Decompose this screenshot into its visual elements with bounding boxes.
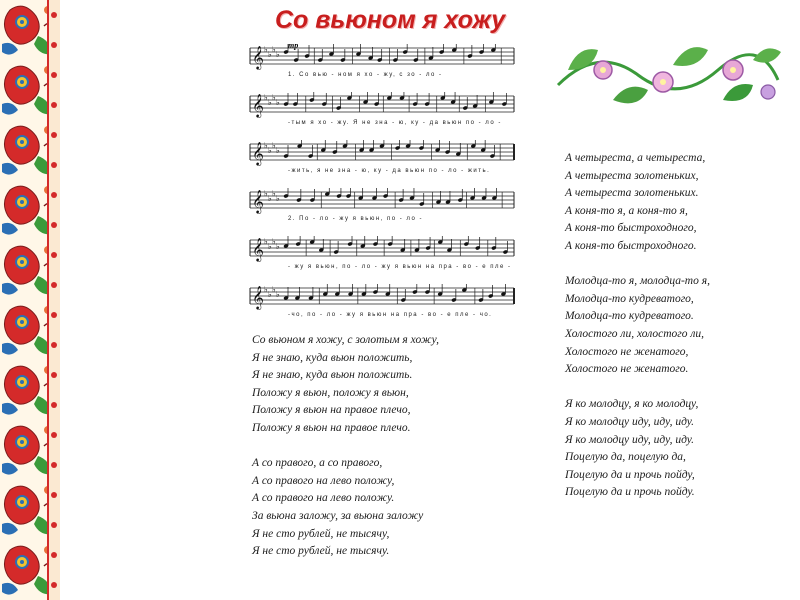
lyrics-column-left [252, 332, 439, 578]
lyric-line: Я ко молодцу, я ко молодцу, [565, 398, 699, 411]
lyric-line: А коня-то я, а коня-то я, [565, 204, 688, 217]
svg-text:♭: ♭ [264, 45, 268, 54]
lyric-line: Я ко молодцу иду, иду, иду. [565, 415, 695, 428]
lyric-line: Поцелую да и прочь пойду, [565, 468, 695, 481]
lyric-line: Положу я вьюн на правое плечо, [252, 404, 411, 417]
svg-text:♭: ♭ [264, 189, 268, 198]
lyric-syllables: 1. Со вью - ном я хо - жу, с зо - ло - [288, 72, 443, 78]
music-system [248, 188, 516, 236]
stanza [565, 150, 710, 256]
svg-text:♭: ♭ [272, 285, 276, 294]
svg-text:♭: ♭ [276, 290, 280, 299]
lyric-line: А коня-то быстроходного, [565, 222, 697, 235]
music-system [248, 92, 516, 140]
lyric-line: Молодца-то кудреватого. [565, 310, 694, 323]
music-system [248, 140, 516, 188]
music-system [248, 284, 516, 332]
lyric-line: Поцелую да и прочь пойду. [565, 486, 695, 499]
lyric-line: А со правого на лево положу. [252, 492, 395, 505]
lyric-line: Я не сто рублей, не тысячу, [252, 527, 390, 540]
svg-text:♭: ♭ [276, 98, 280, 107]
lyric-line: Поцелую да, поцелую да, [565, 451, 686, 464]
tempo-mark: тр [288, 41, 299, 50]
svg-text:♭: ♭ [272, 189, 276, 198]
svg-text:♭: ♭ [264, 93, 268, 102]
svg-text:♭: ♭ [272, 45, 276, 54]
lyrics-column-right [565, 150, 710, 519]
music-system [248, 236, 516, 284]
lyric-line: А четыреста, а четыреста, [565, 152, 706, 164]
stanza [565, 396, 710, 502]
lyric-syllables: - жу я вьюн, по - ло - жу я вьюн на пра - во - е пле - [288, 264, 512, 270]
stanza [565, 273, 710, 379]
svg-text:𝄞: 𝄞 [252, 237, 264, 261]
stanza [252, 332, 439, 438]
lyric-line: Молодца-то я, молодца-то я, [565, 275, 710, 288]
lyric-line: Холостого не женатого. [565, 363, 689, 376]
lyric-line: Я ко молодцу иду, иду, иду. [565, 433, 695, 446]
svg-text:♭: ♭ [276, 194, 280, 203]
lyric-line: Молодца-то кудреватого, [565, 292, 694, 305]
lyric-line: Холостого ли, холостого ли, [565, 327, 705, 340]
lyric-line: Со вьюном я хожу, с золотым я хожу, [252, 334, 440, 346]
sheet-music [248, 41, 516, 332]
lyric-line: Я не сто рублей, не тысячу. [252, 545, 390, 558]
svg-text:♭: ♭ [272, 237, 276, 246]
svg-text:♭: ♭ [272, 93, 276, 102]
svg-text:𝄞: 𝄞 [252, 93, 264, 117]
svg-text:♭: ♭ [276, 146, 280, 155]
lyric-line: Положу я вьюн на правое плечо. [252, 421, 411, 434]
lyric-line: А со правого на лево положу, [252, 474, 395, 487]
svg-text:♭: ♭ [264, 285, 268, 294]
svg-text:𝄞: 𝄞 [252, 189, 264, 213]
svg-text:♭: ♭ [264, 141, 268, 150]
svg-text:♭: ♭ [268, 242, 272, 251]
lyric-line: Я не знаю, куда вьюн положить. [252, 369, 413, 382]
svg-text:♭: ♭ [268, 50, 272, 59]
svg-text:♭: ♭ [276, 50, 280, 59]
lyric-line: А четыреста золотеньких, [565, 169, 699, 182]
lyric-line: А со правого, а со правого, [252, 457, 383, 470]
svg-text:𝄞: 𝄞 [252, 141, 264, 165]
lyric-syllables: 2. По - ло - жу я вьюн, по - ло - [288, 216, 424, 222]
svg-text:♭: ♭ [276, 242, 280, 251]
page-title: Со вьюном я хожу [275, 6, 506, 34]
lyric-line: А четыреста золотеньких. [565, 187, 699, 200]
svg-text:♭: ♭ [272, 141, 276, 150]
lyric-line: Холостого не женатого, [565, 345, 689, 358]
svg-text:𝄞: 𝄞 [252, 285, 264, 309]
lyric-line: Я не знаю, куда вьюн положить, [252, 351, 413, 364]
folk-ornament-border [0, 0, 60, 600]
lyric-line: За вьюна заложу, за вьюна заложу [252, 509, 424, 522]
svg-text:♭: ♭ [268, 290, 272, 299]
music-system [248, 44, 516, 92]
svg-text:♭: ♭ [268, 194, 272, 203]
flower-vine-vignette [553, 30, 783, 115]
lyric-syllables: -жить, я не зна - ю, ку - да вьюн по - ло - жить. [288, 168, 491, 174]
svg-text:♭: ♭ [268, 146, 272, 155]
lyric-syllables: -чо, по - ло - жу я вьюн на пра - во - е пле - чо. [288, 312, 493, 318]
lyric-line: Положу я вьюн, положу я вьюн, [252, 386, 409, 399]
stanza [252, 455, 439, 561]
lyric-syllables: -тым я хо - жу. Я не зна - ю, ку - да вьюн по - ло - [288, 120, 502, 126]
svg-text:♭: ♭ [264, 237, 268, 246]
lyric-line: А коня-то быстроходного. [565, 239, 697, 252]
svg-text:𝄞: 𝄞 [252, 45, 264, 69]
svg-text:♭: ♭ [268, 98, 272, 107]
